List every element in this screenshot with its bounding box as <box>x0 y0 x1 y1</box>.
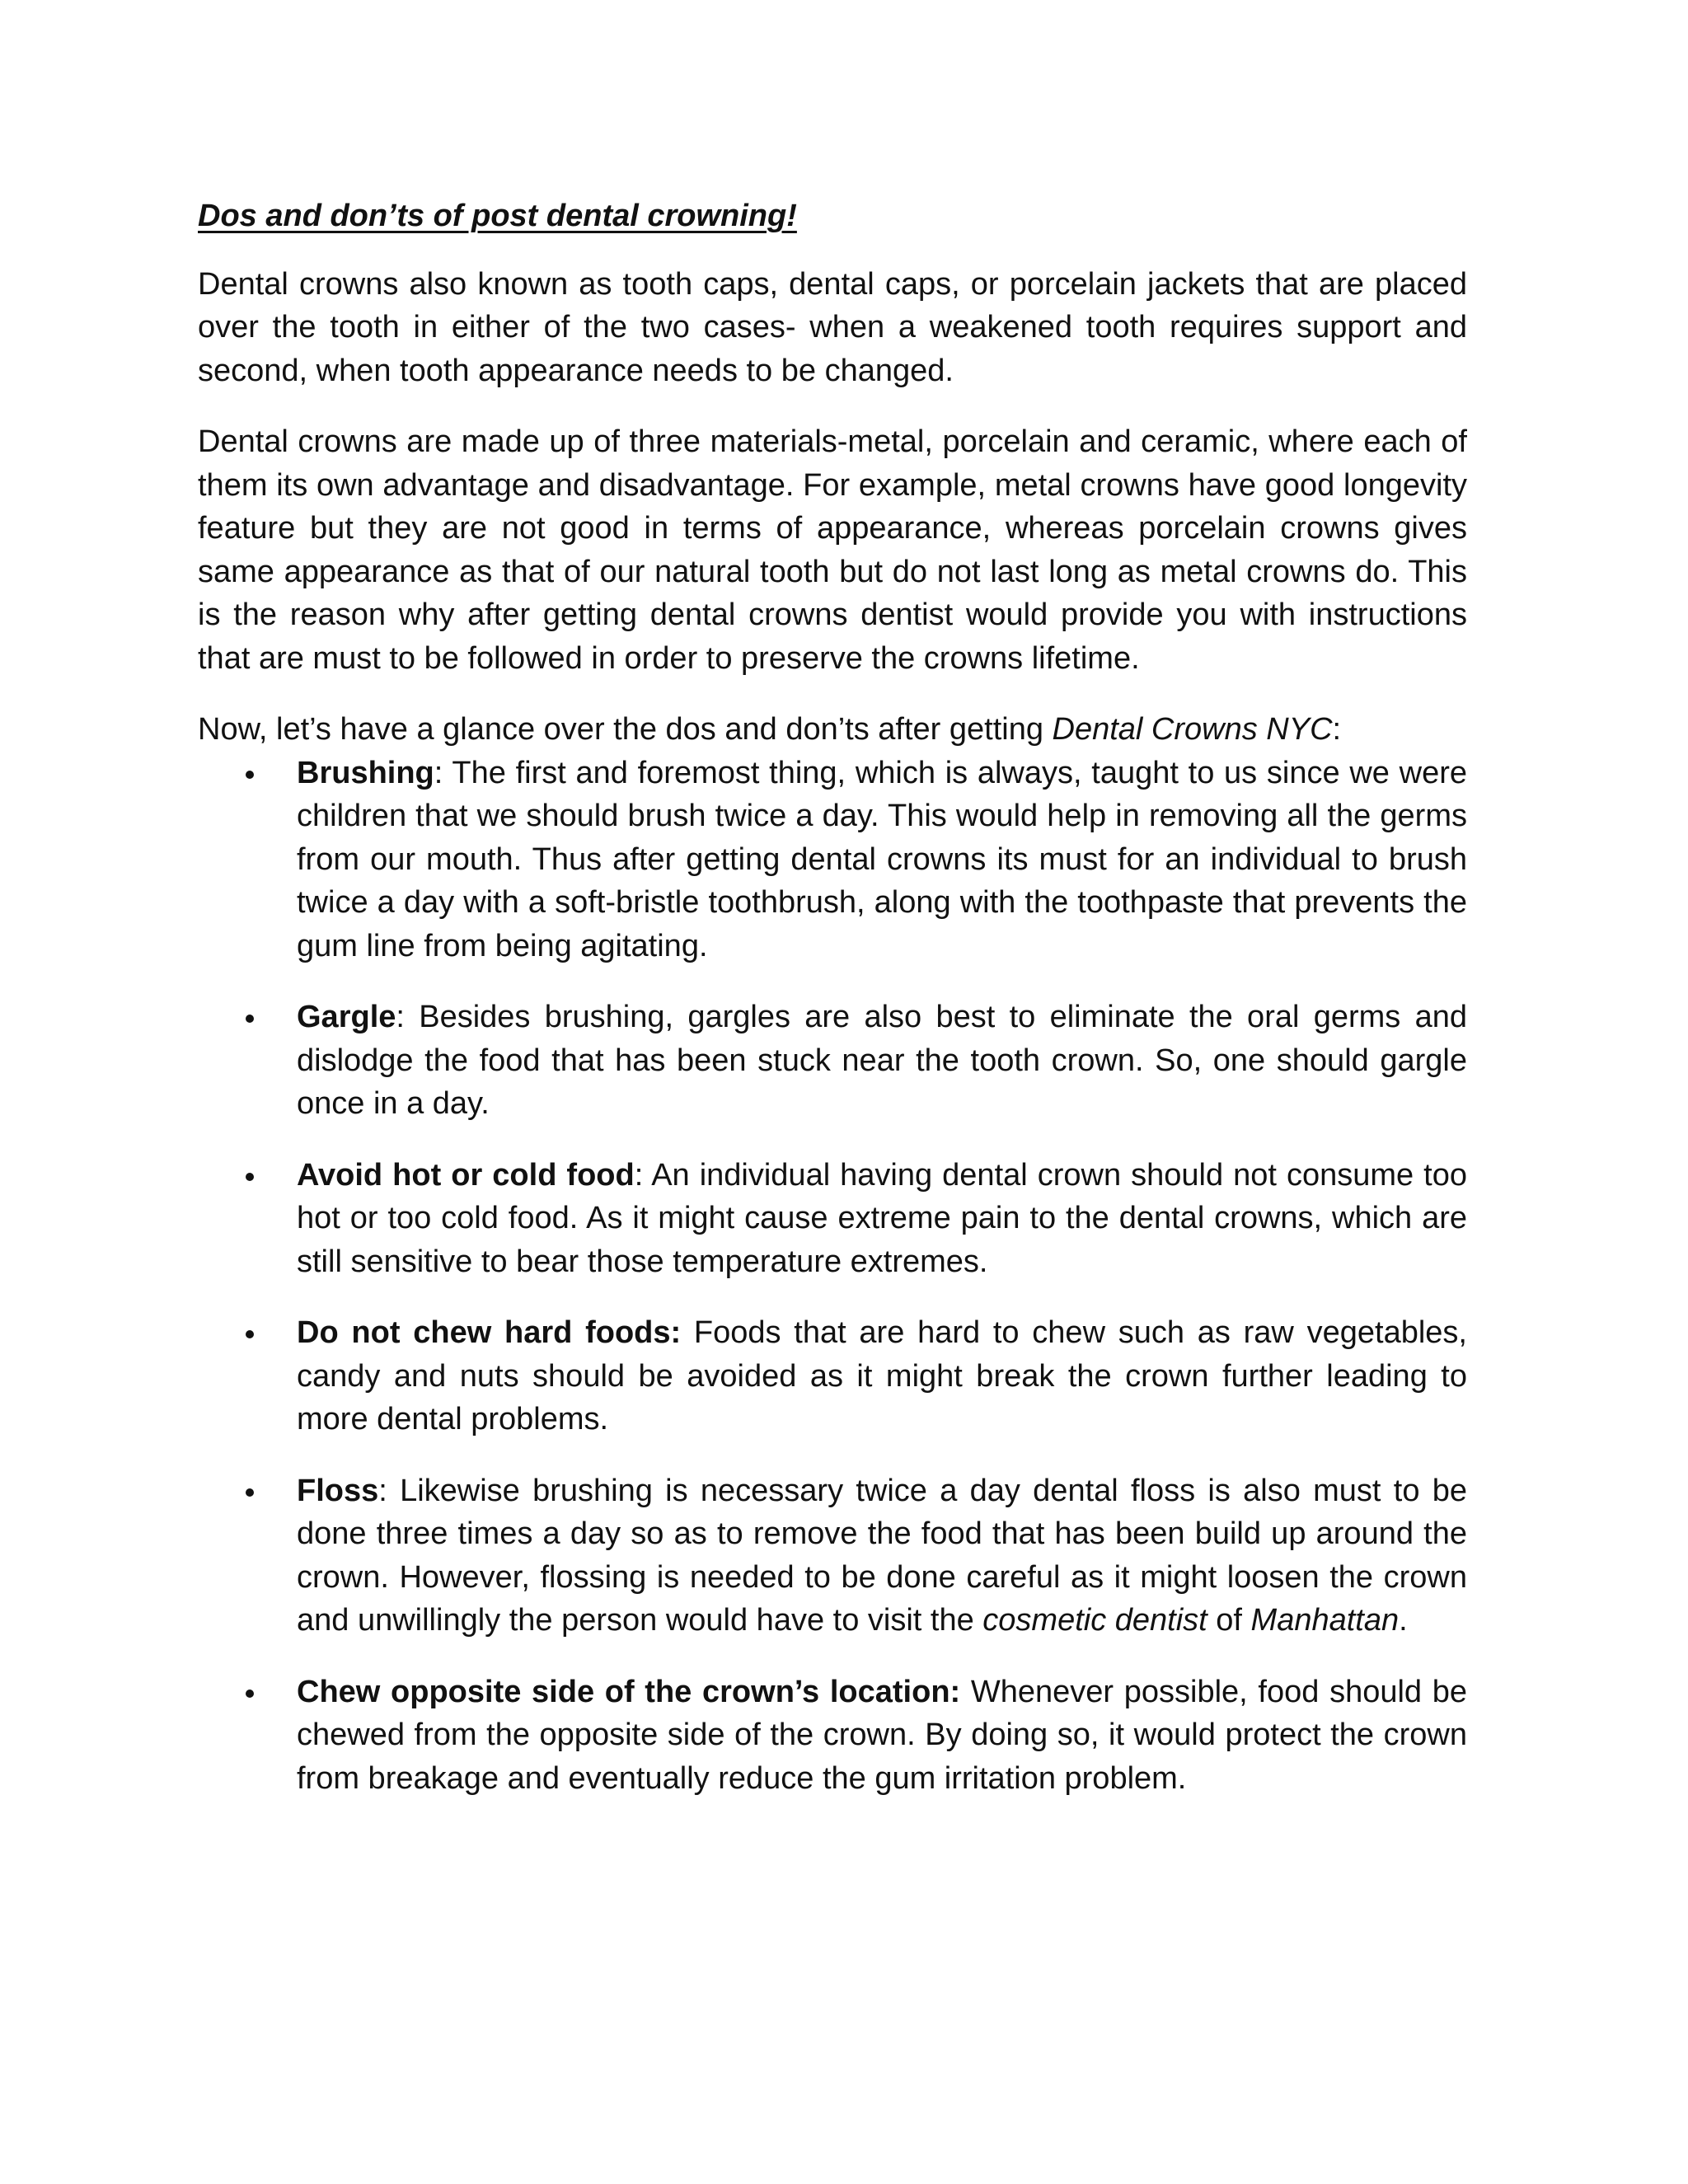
item-text: : Besides brushing, gargles are also best to eliminate the oral germs and dislodge the food that has been stuck near the tooth crown. So, one should gargle once in a day. <box>297 1000 1467 1121</box>
item-text: : The first and foremost thing, which is always, taught to us since we were children that we should brush twice a day. This would help in removing all the germs from our mouth. Thus after getting dental crowns its must for an individual to brush twice a day with a soft-bristle toothbrush, along with the toothpaste that prevents the gum line from being agitating. <box>297 755 1467 963</box>
bullet-icon <box>246 1330 254 1338</box>
list-item-floss <box>198 1469 1467 1643</box>
item-emphasis-manhattan: Manhattan <box>1250 1603 1400 1638</box>
intro-emphasis: Dental Crowns NYC <box>1052 712 1333 747</box>
item-term: Do not chew hard foods: <box>297 1315 682 1350</box>
list-item-brushing <box>198 752 1467 968</box>
list-item-hard-foods <box>198 1311 1467 1441</box>
bullet-icon <box>246 771 254 779</box>
list-item-chew-opposite <box>198 1671 1467 1801</box>
bullet-icon <box>246 1015 254 1023</box>
bullet-icon <box>246 1690 254 1698</box>
item-term: Chew opposite side of the crown’s location: <box>297 1674 961 1709</box>
list-item-gargle <box>198 996 1467 1126</box>
document-page <box>198 194 1467 1828</box>
intro-line <box>198 708 1467 752</box>
item-text: Whenever possible, food should be chewed from the opposite side of the crown. By doing so, it would protect the crown from breakage and eventually reduce the gum irritation problem. <box>297 1674 1467 1796</box>
item-term: Gargle <box>297 1000 396 1034</box>
bullet-icon <box>246 1488 254 1497</box>
intro-colon: : <box>1332 712 1342 747</box>
dos-donts-list <box>198 752 1467 1801</box>
document-title: Dos and don’ts of post dental crowning! <box>198 199 797 233</box>
item-text: Foods that are hard to chew such as raw vegetables, candy and nuts should be avoided as it might break the crown further leading to more dental problems. <box>297 1315 1467 1436</box>
item-emphasis-dentist: cosmetic dentist <box>982 1603 1207 1638</box>
item-text-mid: of <box>1207 1603 1251 1638</box>
intro-text: Now, let’s have a glance over the dos and don’ts after getting <box>198 712 1053 747</box>
item-term: Avoid hot or cold food <box>297 1157 635 1193</box>
paragraph-materials: Dental crowns are made up of three materials-metal, porcelain and ceramic, where each of them its own advantage and disadvantage. For example, metal crowns have good longevity feature but they are not good in terms of appearance, whereas porcelain crowns gives same appearance as that of our natural tooth but do not last long as metal crowns do. This is the reason why after getting dental crowns dentist would provide you with instructions that are must to be followed in order to preserve the crowns lifetime. <box>198 424 1467 676</box>
list-item-avoid-hot-cold <box>198 1154 1467 1284</box>
item-text-end: . <box>1399 1603 1408 1638</box>
item-text: : An individual having dental crown should not consume too hot or too cold food. As it might cause extreme pain to the dental crowns, which are still sensitive to bear those temperature extremes. <box>297 1157 1467 1279</box>
item-text: : Likewise brushing is necessary twice a day dental floss is also must to be done three times a day so as to remove the food that has been build up around the crown. However, flossing is needed to be done careful as it might loosen the crown and unwillingly the person would have to visit the <box>297 1473 1467 1638</box>
item-term: Floss <box>297 1473 379 1508</box>
paragraph-definition: Dental crowns also known as tooth caps, dental caps, or porcelain jackets that are placed over the tooth in either of the two cases- when a weakened tooth requires support and second, when tooth appearance needs to be changed. <box>198 266 1467 388</box>
bullet-icon <box>246 1173 254 1181</box>
item-term: Brushing <box>297 755 434 790</box>
